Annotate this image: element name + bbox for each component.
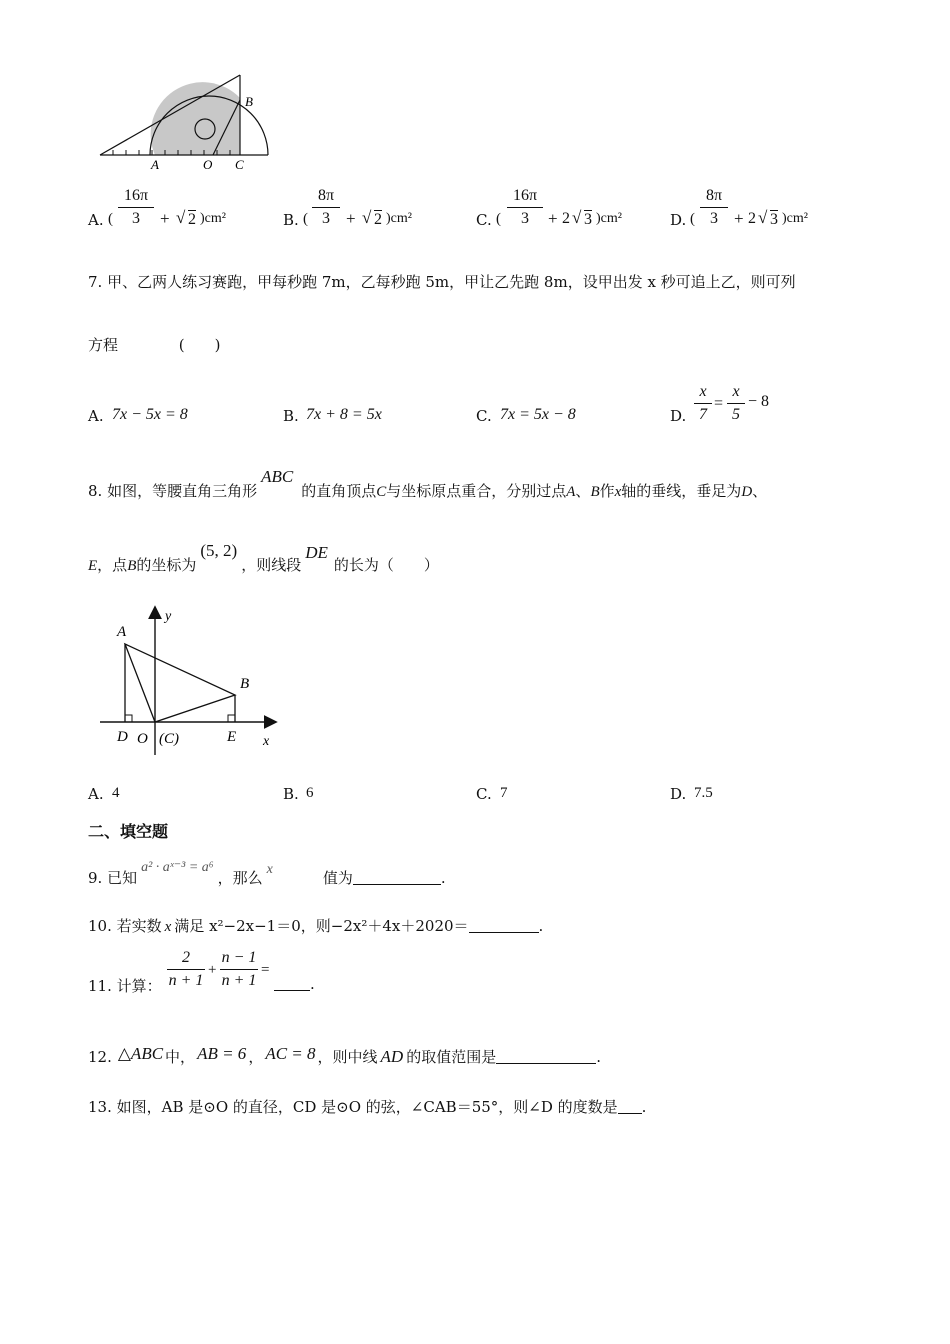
q6-option-b-lparen: ( [303, 211, 308, 227]
q6-label-c: C [235, 157, 244, 172]
q6-label-b: B [245, 94, 253, 109]
q8-figure [95, 600, 290, 755]
q6-option-d-fraction [700, 186, 728, 229]
q8-l1-abc: ABC [261, 467, 294, 486]
q9-mid: ，那么 [217, 869, 263, 887]
q6-option-d-denominator: 3 [710, 210, 718, 227]
q12-mid2: ，则中线 [317, 1048, 378, 1066]
q11-num2: n − 1 [221, 949, 257, 966]
q10-text: 满足 x²−2x−1＝0，则−2x²＋4x＋2020＝ [174, 917, 469, 935]
q8-l1-i: x [614, 484, 622, 500]
q6-label-o: O [203, 157, 213, 172]
q11-fraction-2 [220, 948, 258, 991]
q12-comma: ， [248, 1048, 264, 1066]
q12-triangle: △ABC [117, 1044, 164, 1063]
q8-line2 [88, 541, 439, 575]
q8-l2-e: E [88, 558, 98, 574]
q6-option-b-unit: )cm² [386, 211, 412, 226]
q8-option-d-value: 7.5 [694, 785, 713, 801]
q6-option-d-letter: D. [670, 211, 687, 229]
q11-den2: n + 1 [221, 972, 257, 989]
q8-l1-d: 与坐标原点重合，分别过点 [386, 482, 567, 500]
q6-option-d-unit: )cm² [782, 211, 808, 226]
q7-option-d-num2: x [732, 383, 740, 400]
q8-label-y: y [165, 609, 172, 624]
q8-option-b-letter: B. [283, 785, 299, 803]
q11-prefix: 11. 计算： [88, 977, 162, 995]
q7-option-d-num1: x [699, 383, 707, 400]
q6-option-b-plus: + [346, 209, 356, 228]
q6-figure [95, 70, 280, 175]
q6-option-b-fraction [312, 186, 340, 229]
q9-line [88, 860, 446, 888]
q6-option-b-numerator: 8π [317, 187, 335, 204]
q12-ab: AB = 6 [197, 1044, 247, 1063]
q12-answer-blank[interactable] [496, 1049, 596, 1064]
q7-option-a-letter: A. [88, 407, 104, 425]
q7-line1: 7. 甲、乙两人练习赛跑，甲每秒跑 7m，乙每秒跑 5m，甲让乙先跑 8m，设甲出发 x 秒可追上乙，则可列 [88, 273, 796, 291]
q12-suffix: 的取值范围是 [406, 1048, 497, 1066]
q13-end: . [641, 1098, 647, 1116]
q6-option-a-lparen: ( [108, 211, 113, 227]
q6-option-c-radicand: 3 [584, 211, 592, 228]
q8-option-a-value: 4 [112, 785, 120, 801]
q8-l1-l: 、 [752, 482, 768, 500]
q8-l1-b: 的直角顶点 [301, 482, 377, 500]
q6-option-a-radical: √ [176, 208, 186, 227]
q8-option-d-letter: D. [670, 785, 687, 803]
q12-ac: AC = 8 [265, 1044, 316, 1063]
q6-option-c-plus: + [548, 209, 558, 228]
q9-end: . [440, 869, 446, 887]
section-title-fill-in: 二、填空题 [88, 822, 169, 841]
q12-prefix: 12. [88, 1048, 112, 1066]
q8-label-d: D [117, 729, 128, 745]
q8-l2-e2: ，则线段 [241, 556, 302, 574]
q6-option-d-radical: √ [758, 208, 768, 227]
q11-answer [274, 975, 315, 993]
q6-option-c-denominator: 3 [521, 210, 529, 227]
q12-mid1: 中， [165, 1048, 196, 1066]
q10-answer-blank[interactable] [469, 918, 539, 933]
q7-option-d-fraction-1 [694, 382, 712, 425]
q6-option-c-coef: 2 [562, 210, 570, 227]
q10-prefix: 10. 若实数 [88, 917, 162, 935]
q7-option-d-den2: 5 [732, 406, 740, 423]
q9-answer-blank[interactable] [353, 870, 441, 885]
q7-line2 [88, 334, 221, 355]
q11-answer-blank[interactable] [274, 976, 310, 991]
q11-den1: n + 1 [168, 972, 204, 989]
q8-l2-c: B [127, 558, 137, 574]
q6-option-d-numerator: 8π [705, 187, 723, 204]
q6-option-c-radical: √ [572, 208, 582, 227]
q7-option-b-expr: 7x + 8 = 5x [306, 406, 382, 423]
q8-l1-a: 8. 如图，等腰直角三角形 [88, 482, 258, 500]
q11-eq: = [261, 962, 270, 978]
q7-line2-text: 方程 [88, 336, 119, 354]
q11-num1: 2 [182, 949, 190, 966]
q8-l2-b: ，点 [97, 556, 128, 574]
q11-fraction-1 [167, 948, 205, 991]
q11-plus: + [208, 962, 217, 978]
q6-option-a-unit: )cm² [200, 211, 226, 226]
q7-option-a-expr: 7x − 5x = 8 [112, 406, 188, 423]
q6-option-c-unit: )cm² [596, 211, 622, 226]
q8-l2-de: DE [305, 543, 328, 562]
q8-l1-h: 作 [599, 482, 615, 500]
q8-option-c-value: 7 [500, 785, 508, 801]
q6-option-c-fraction [507, 186, 543, 229]
q7-option-d-fraction-2 [727, 382, 745, 425]
q8-triangle-abc [125, 644, 235, 722]
q8-l2-d: 的坐标为 [136, 556, 197, 574]
q8-l2-coord: (5, 2) [200, 541, 238, 560]
q9-var: x [266, 862, 273, 877]
q8-option-a-letter: A. [88, 785, 104, 803]
q6-option-a-letter: A. [88, 211, 104, 229]
q8-option-c-letter: C. [476, 785, 492, 803]
q7-option-d-den1: 7 [699, 406, 707, 423]
q7-option-c-expr: 7x = 5x − 8 [500, 406, 576, 423]
q8-right-angle-d [125, 715, 132, 722]
q6-option-a-fraction [118, 186, 154, 229]
q10-var: x [164, 919, 172, 935]
q12-ad: AD [380, 1047, 404, 1066]
q9-expr: a² · aˣ⁻³ = a⁶ [141, 860, 214, 875]
q10-end: . [538, 917, 544, 935]
q6-option-c-numerator: 16π [512, 187, 538, 204]
q8-label-o: O [137, 731, 148, 747]
q7-option-d-letter: D. [670, 407, 687, 425]
q6-option-d-coef: 2 [748, 210, 756, 227]
q8-l1-c: C [376, 484, 387, 500]
q12-end: . [596, 1048, 602, 1066]
q6-option-a-radicand: 2 [188, 211, 196, 228]
q6-option-a-denominator: 3 [132, 210, 140, 227]
q6-option-d-lparen: ( [690, 211, 695, 227]
q8-l1-j: 轴的垂线，垂足为 [621, 482, 742, 500]
q8-line1 [88, 467, 768, 501]
q6-option-b-radical: √ [362, 208, 372, 227]
q6-option-d-radicand: 3 [770, 211, 778, 228]
q12-line [88, 1046, 601, 1067]
q6-option-a-numerator: 16π [123, 187, 149, 204]
q8-right-angle-e [228, 715, 235, 722]
q6-option-b-letter: B. [283, 211, 299, 229]
q8-option-b-value: 6 [306, 785, 314, 801]
q10-line [88, 915, 543, 936]
q8-l1-f: 、 [575, 482, 591, 500]
q8-label-x: x [263, 734, 270, 749]
q13-text: 13. 如图，AB 是⊙O 的直径，CD 是⊙O 的弦，∠CAB＝55°，则∠D 的度数是 [88, 1098, 618, 1116]
q6-option-c-letter: C. [476, 211, 492, 229]
q9-suffix: 值为 [322, 869, 353, 887]
q6-option-b-denominator: 3 [322, 210, 330, 227]
q13-answer-blank[interactable] [618, 1099, 642, 1114]
q8-l1-g: B [590, 484, 600, 500]
q11-end: . [310, 975, 315, 993]
q7-option-c-letter: C. [476, 407, 492, 425]
q8-label-c: (C) [159, 731, 179, 747]
q6-option-a-plus: + [160, 209, 170, 228]
q7-option-d-tail: − 8 [748, 393, 770, 410]
q13-line [88, 1096, 646, 1117]
q8-l2-g: 的长为（ ） [333, 556, 439, 574]
q8-l1-k: D [741, 484, 753, 500]
q7-option-b-letter: B. [283, 407, 299, 425]
q9-prefix: 9. 已知 [88, 869, 138, 887]
q8-label-a: A [117, 624, 127, 640]
q8-label-b: B [240, 676, 250, 692]
q6-option-c-lparen: ( [496, 211, 501, 227]
q7-option-d-eq: = [714, 395, 724, 412]
q8-l1-e: A [566, 484, 576, 500]
q6-label-a: A [151, 157, 159, 172]
q6-option-b-radicand: 2 [374, 211, 382, 228]
q7-answer-paren: ( ) [178, 336, 221, 354]
q8-label-e: E [227, 729, 237, 745]
q6-option-d-plus: + [734, 209, 744, 228]
